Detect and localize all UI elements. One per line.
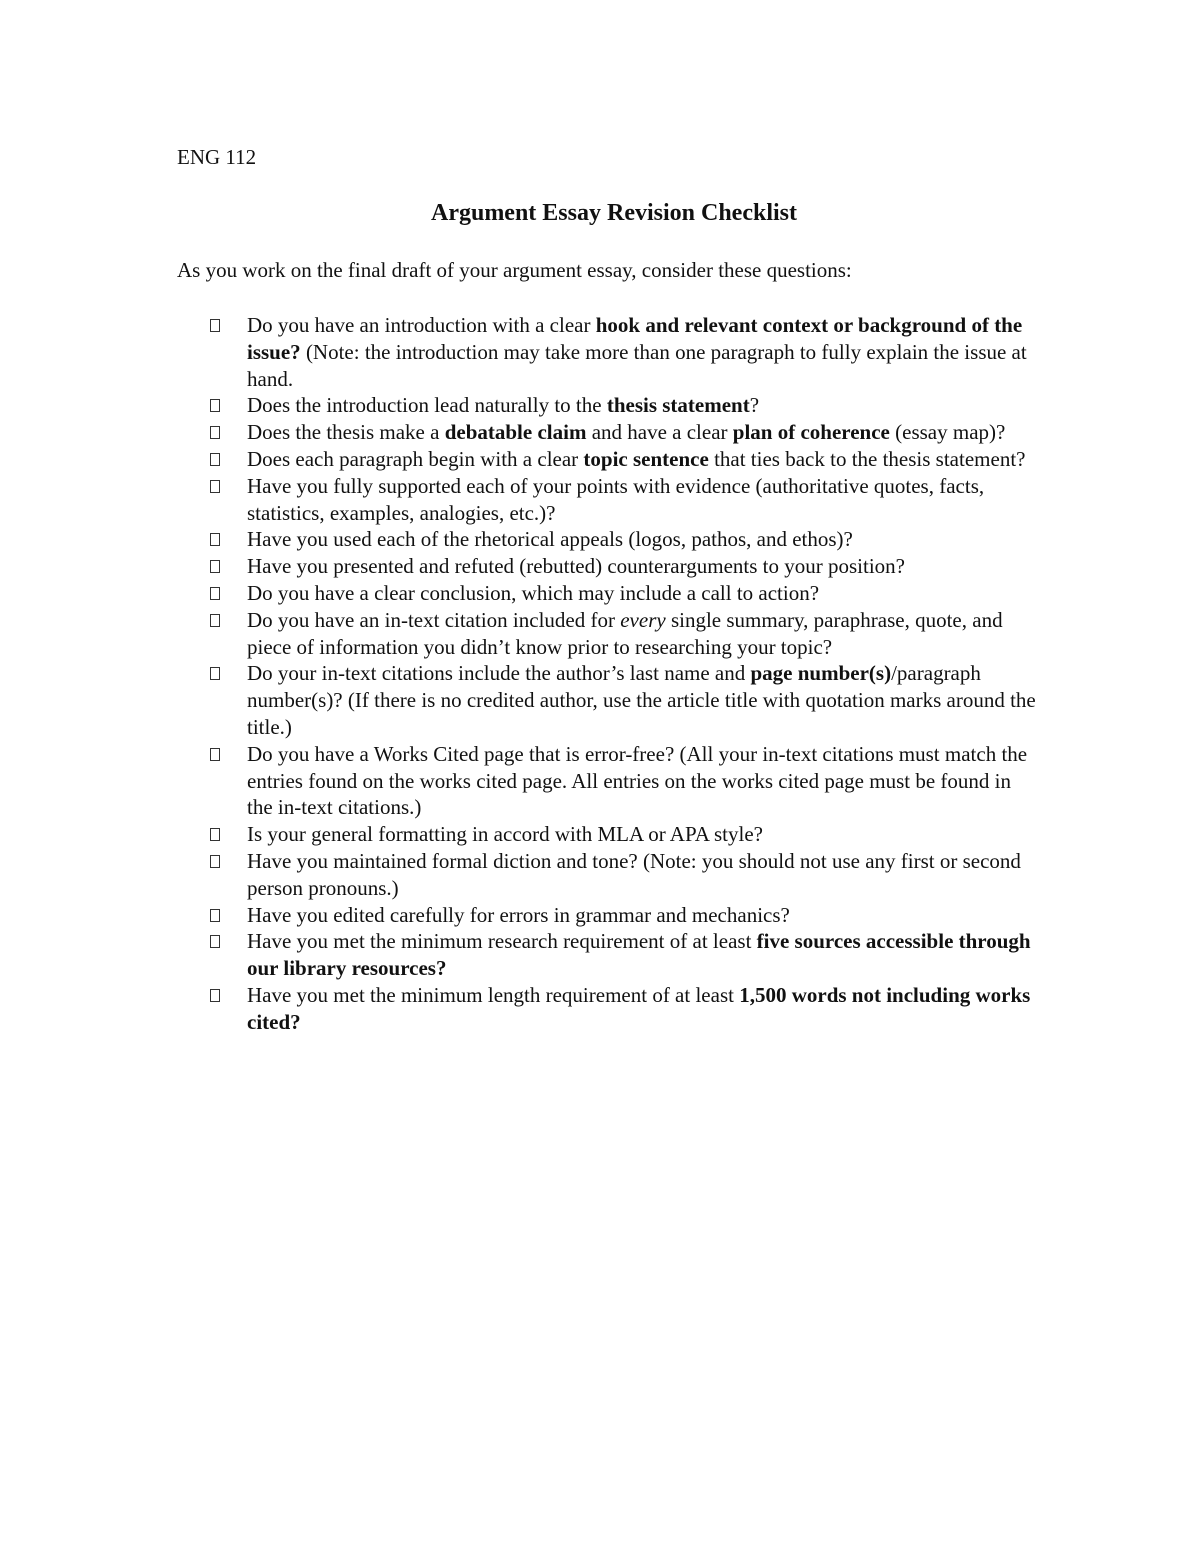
checklist-item	[210, 419, 1040, 446]
checkbox-icon	[210, 426, 220, 439]
checkbox-icon	[210, 319, 220, 332]
checklist-item	[210, 741, 1040, 821]
checklist-item	[210, 580, 1040, 607]
text-run: Does the introduction lead naturally to the	[247, 393, 607, 418]
checklist-item-text	[247, 446, 1040, 473]
checkbox-icon	[210, 453, 220, 466]
text-run: (Note: the introduction may take more than one paragraph to fully explain the issue at hand.	[247, 339, 1027, 391]
checkbox-icon	[210, 614, 220, 627]
text-run: Have you met the minimum research requirement of at least	[247, 929, 757, 954]
checkbox-icon	[210, 828, 220, 841]
intro-text: As you work on the final draft of your argument essay, consider these questions:	[177, 258, 852, 282]
checkbox-icon	[210, 533, 220, 546]
emphasis-bold: plan of coherence	[732, 420, 890, 445]
text-run: Have you met the minimum length requirement of at least	[247, 982, 740, 1007]
emphasis-bold: 1,500 words not including works cited?	[247, 982, 1031, 1034]
checklist-item-text	[247, 419, 1040, 446]
emphasis-bold: page number(s)	[750, 661, 892, 686]
checklist-item	[210, 821, 1040, 848]
checklist-item-text	[247, 392, 1040, 419]
checkbox-icon	[210, 587, 220, 600]
checklist-item-text	[247, 553, 1040, 580]
checklist-item	[210, 526, 1040, 553]
checklist-item-text	[247, 741, 1040, 821]
emphasis-bold: hook and relevant context or background of the issue?	[247, 313, 1023, 364]
checklist-item	[210, 902, 1040, 929]
checkbox-icon	[210, 855, 220, 868]
checklist-item	[210, 473, 1040, 527]
checklist-item-text	[247, 526, 1040, 553]
checklist-item-text	[247, 660, 1040, 740]
text-run: Do you have a clear conclusion, which may include a call to action?	[247, 580, 820, 605]
checklist-item	[210, 312, 1040, 392]
emphasis-bold: debatable claim	[444, 420, 587, 445]
checklist-item-text	[247, 312, 1040, 392]
checklist-item-text	[247, 848, 1040, 902]
emphasis-italic: every	[620, 607, 666, 632]
text-run: Have you edited carefully for errors in grammar and mechanics?	[247, 902, 790, 927]
checklist-item	[210, 660, 1040, 740]
checkbox-icon	[210, 667, 220, 680]
text-run: Is your general formatting in accord with MLA or APA style?	[247, 822, 763, 847]
checkbox-icon	[210, 935, 220, 948]
text-run: and have a clear	[586, 420, 733, 445]
checklist-item	[210, 982, 1040, 1036]
checklist-item-text	[247, 902, 1040, 929]
checkbox-icon	[210, 399, 220, 412]
text-run: Have you used each of the rhetorical appeals (logos, pathos, and ethos)?	[247, 527, 853, 552]
checklist-item	[210, 446, 1040, 473]
text-run: Do you have a Works Cited page that is error-free? (All your in-text citations must match the entries found on the works cited page. All entries on the works cited page must be found in the in-text citations.)	[247, 741, 1028, 820]
checkbox-icon	[210, 748, 220, 761]
checkbox-icon	[210, 909, 220, 922]
checklist-item-text	[247, 928, 1040, 982]
text-run: Do your in-text citations include the author’s last name and	[247, 661, 751, 686]
checkbox-icon	[210, 989, 220, 1002]
text-run: ?	[749, 393, 760, 418]
emphasis-bold: thesis statement	[606, 393, 750, 418]
text-run: Have you maintained formal diction and tone? (Note: you should not use any first or second person pronouns.)	[247, 848, 1021, 900]
checklist-item-text	[247, 982, 1040, 1036]
text-run: Do you have an introduction with a clear	[247, 313, 596, 337]
checklist-item-text	[247, 821, 1040, 848]
text-run: /paragraph number(s)? (If there is no credited author, use the article title with quotation marks around the title.)	[247, 661, 1036, 739]
revision-checklist	[210, 312, 1040, 1036]
checklist-item-text	[247, 607, 1040, 661]
text-run: Do you have an in-text citation included for	[247, 607, 621, 632]
emphasis-bold: five sources accessible through our library resources?	[247, 929, 1031, 981]
text-run: single summary, paraphrase, quote, and piece of information you didn’t know prior to researching your topic?	[247, 607, 1003, 659]
checklist-item	[210, 607, 1040, 661]
checklist-item-text	[247, 473, 1040, 527]
emphasis-bold: topic sentence	[583, 446, 709, 471]
document-title: Argument Essay Revision Checklist	[430, 200, 797, 226]
checkbox-icon	[210, 480, 220, 493]
checklist-item-text	[247, 580, 1040, 607]
text-run: (essay map)?	[889, 420, 1006, 445]
text-run: that ties back to the thesis statement?	[708, 446, 1026, 471]
checkbox-icon	[210, 560, 220, 573]
text-run: Does the thesis make a	[247, 420, 445, 445]
checklist-item	[210, 848, 1040, 902]
text-run: Have you fully supported each of your points with evidence (authoritative quotes, facts, statistics, examples, analogies, etc.)?	[247, 473, 985, 525]
text-run: Have you presented and refuted (rebutted) counterarguments to your position?	[247, 554, 905, 579]
checklist-item	[210, 392, 1040, 419]
course-code: ENG 112	[177, 145, 257, 169]
text-run: Does each paragraph begin with a clear	[247, 446, 584, 471]
checklist-item	[210, 553, 1040, 580]
checklist-item	[210, 928, 1040, 982]
